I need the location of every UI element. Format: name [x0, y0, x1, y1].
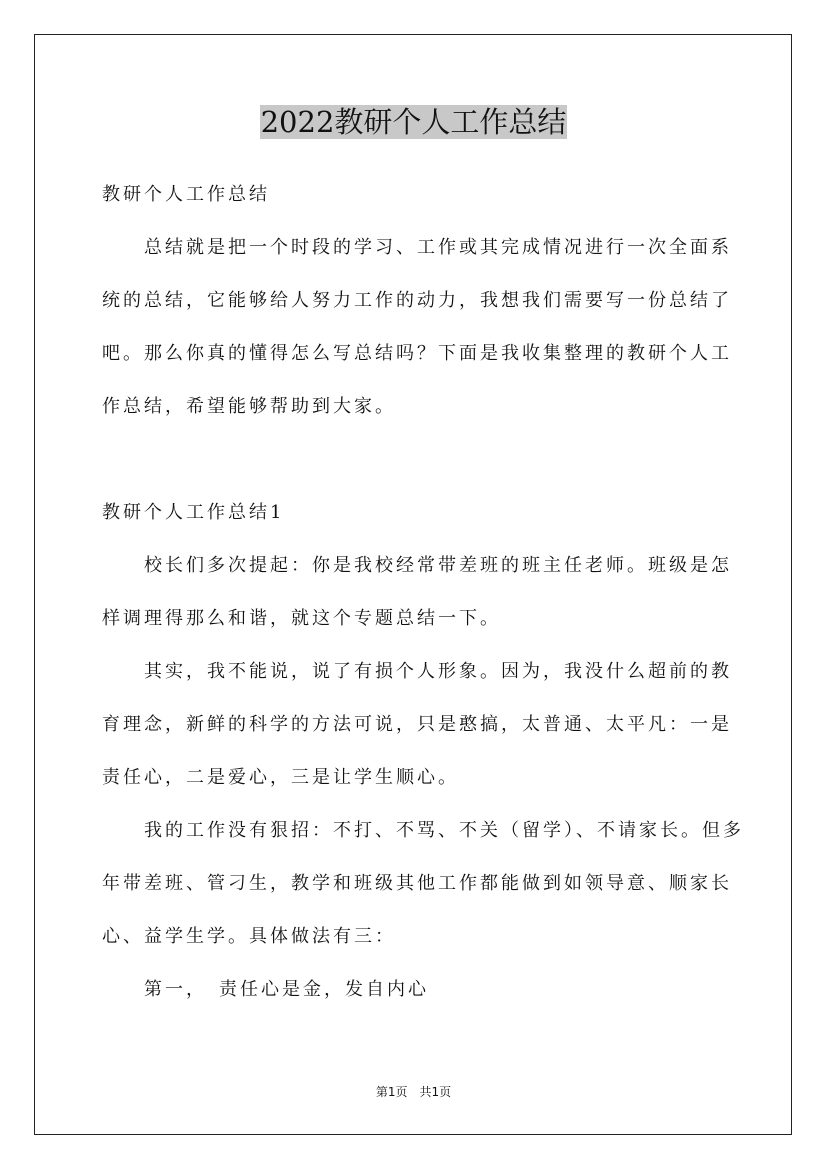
paragraph-line: 年带差班、管刁生，教学和班级其他工作都能做到如领导意、顺家长 [102, 873, 732, 894]
section-heading: 教研个人工作总结 [102, 184, 270, 205]
paragraph-line: 作总结，希望能够帮助到大家。 [102, 396, 396, 417]
document-title-text: 2022教研个人工作总结 [260, 105, 567, 139]
page-footer: 第1页 共1页 [375, 1085, 452, 1099]
paragraph-line: 育理念，新鲜的科学的方法可说，只是憨搞，太普通、太平凡：一是 [102, 714, 732, 735]
document-body [102, 168, 744, 1016]
paragraph-line: 样调理得那么和谐，就这个专题总结一下。 [102, 608, 501, 629]
section-heading: 教研个人工作总结1 [102, 502, 285, 523]
paragraph-line: 其实，我不能说，说了有损个人形象。因为，我没什么超前的教 [144, 661, 732, 682]
blank-line [102, 433, 728, 486]
paragraph-line: 第一， 责任心是金，发自内心 [144, 979, 429, 1000]
paragraph-line: 责任心，二是爱心，三是让学生顺心。 [102, 767, 459, 788]
paragraph-line: 心、益学生学。具体做法有三： [102, 926, 396, 947]
paragraph-line: 总结就是把一个时段的学习、工作或其完成情况进行一次全面系 [144, 237, 732, 258]
paragraph-line: 我的工作没有狠招：不打、不骂、不关（留学）、不请家长。但多 [144, 820, 744, 841]
document-title [0, 102, 827, 142]
paragraph-line: 校长们多次提起：你是我校经常带差班的班主任老师。班级是怎 [144, 555, 732, 576]
paragraph-line: 吧。那么你真的懂得怎么写总结吗？下面是我收集整理的教研个人工 [102, 343, 732, 364]
paragraph-line: 统的总结，它能够给人努力工作的动力，我想我们需要写一份总结了 [102, 290, 732, 311]
